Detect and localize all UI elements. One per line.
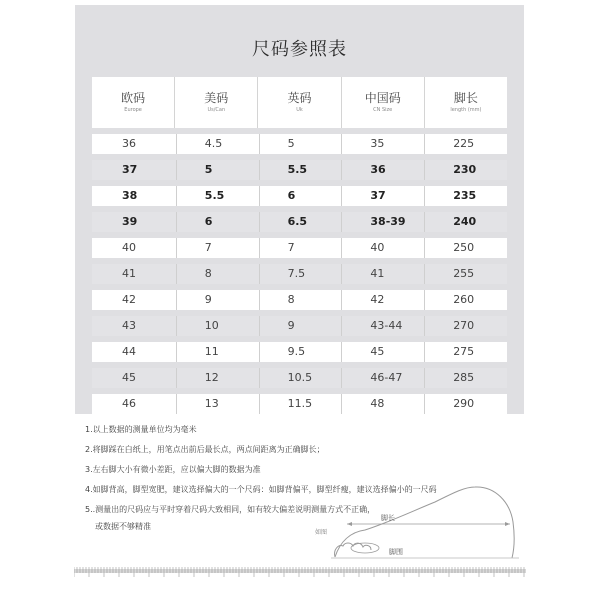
header-uk — [257, 77, 340, 128]
table-cell: 255 — [424, 264, 507, 284]
table-cell: 10 — [176, 316, 259, 336]
header-length-label: 脚长 — [453, 91, 478, 105]
table-cell: 12 — [176, 368, 259, 388]
table-cell: 5.5 — [176, 186, 259, 206]
table-cell: 44 — [122, 345, 136, 358]
table-row — [92, 186, 507, 206]
table-cell: 37 — [341, 186, 424, 206]
table-cell: 42 — [341, 290, 424, 310]
table-cell: 35 — [341, 134, 424, 154]
table-cell: 290 — [424, 394, 507, 414]
table-cell: 260 — [424, 290, 507, 310]
table-cell: 250 — [424, 238, 507, 258]
outline-label: 如图 — [315, 529, 328, 536]
table-cell: 39 — [122, 215, 138, 228]
header-cn-sub: CN Size — [373, 107, 393, 113]
size-chart-panel — [75, 5, 524, 414]
header-uk-label: 英码 — [287, 91, 312, 105]
table-header — [92, 77, 507, 128]
table-row — [92, 238, 507, 258]
table-cell: 6 — [176, 212, 259, 232]
foot-measure-diagram — [305, 462, 525, 567]
size-table — [92, 77, 507, 420]
note-5: 5..测量出的尺码应与平时穿着尺码大致相同，如有较大偏差说明测量方式不正确， — [85, 505, 376, 514]
table-row — [92, 264, 507, 284]
chart-title: 尺码参照表 — [252, 39, 347, 60]
table-cell: 230 — [424, 160, 507, 180]
table-cell: 235 — [424, 186, 507, 206]
header-us-label: 美码 — [204, 91, 229, 105]
table-cell: 40 — [122, 241, 136, 254]
header-us-sub: Us/Can — [207, 107, 226, 113]
table-cell: 45 — [341, 342, 424, 362]
table-cell: 41 — [122, 267, 136, 280]
table-cell: 5.5 — [259, 160, 342, 180]
table-row — [92, 212, 507, 232]
table-cell: 45 — [122, 371, 136, 384]
header-cn-label: 中国码 — [364, 91, 401, 105]
table-cell: 9 — [259, 316, 342, 336]
table-cell: 270 — [424, 316, 507, 336]
note-4: 4.如脚背高，脚型宽肥，建议选择偏大的一个尺码：如脚背偏平，脚型纤瘦，建议选择偏小的一尺码 — [85, 485, 437, 494]
table-row — [92, 342, 507, 362]
header-eu-label: 欧码 — [121, 91, 146, 105]
table-cell: 43-44 — [341, 316, 424, 336]
table-cell: 240 — [424, 212, 507, 232]
table-cell: 11.5 — [259, 394, 342, 414]
foot-outline-icon — [335, 487, 514, 558]
header-length-sub: length (mm) — [450, 107, 482, 113]
table-cell: 4.5 — [176, 134, 259, 154]
table-cell: 36 — [122, 137, 136, 150]
table-cell: 38 — [122, 189, 138, 202]
ruler-strip — [74, 567, 526, 577]
table-cell: 11 — [176, 342, 259, 362]
table-cell: 46-47 — [341, 368, 424, 388]
table-body — [92, 134, 507, 414]
table-cell: 275 — [424, 342, 507, 362]
table-cell: 285 — [424, 368, 507, 388]
header-eu-sub: Europe — [124, 107, 142, 113]
header-cn — [341, 77, 424, 128]
table-cell: 41 — [341, 264, 424, 284]
note-2: 2.将脚踩在白纸上，用笔点出前后最长点，两点间距离为正确脚长； — [85, 445, 325, 454]
table-cell: 6 — [259, 186, 342, 206]
table-row — [92, 368, 507, 388]
table-cell: 46 — [122, 397, 136, 410]
arrow-right-icon — [505, 522, 510, 526]
table-row — [92, 134, 507, 154]
table-cell: 9.5 — [259, 342, 342, 362]
table-cell: 6.5 — [259, 212, 342, 232]
girth-ring-icon — [351, 543, 379, 553]
header-length — [424, 77, 507, 128]
table-cell: 7 — [176, 238, 259, 258]
table-cell: 7 — [259, 238, 342, 258]
table-cell: 36 — [341, 160, 424, 180]
table-cell: 5 — [259, 134, 342, 154]
table-cell: 37 — [122, 163, 138, 176]
header-eu — [92, 77, 174, 128]
table-cell: 225 — [424, 134, 507, 154]
table-row — [92, 290, 507, 310]
table-cell: 8 — [259, 290, 342, 310]
length-label: 脚长 — [381, 514, 395, 522]
table-row — [92, 160, 507, 180]
note-1: 1.以上数据的测量单位均为毫米 — [85, 425, 197, 434]
table-cell: 38-39 — [341, 212, 424, 232]
table-cell: 9 — [176, 290, 259, 310]
table-cell: 40 — [341, 238, 424, 258]
table-cell: 8 — [176, 264, 259, 284]
arrow-left-icon — [347, 522, 352, 526]
table-cell: 13 — [176, 394, 259, 414]
table-cell: 43 — [122, 319, 136, 332]
table-cell: 10.5 — [259, 368, 342, 388]
table-row — [92, 394, 507, 414]
header-us — [174, 77, 257, 128]
table-cell: 48 — [341, 394, 424, 414]
table-cell: 5 — [176, 160, 259, 180]
header-uk-sub: Uk — [296, 107, 303, 113]
table-cell: 7.5 — [259, 264, 342, 284]
table-row — [92, 316, 507, 336]
note-5-cont: 或数据不够精准 — [95, 522, 151, 531]
note-3: 3.左右脚大小有微小差距，应以偏大脚的数据为准 — [85, 465, 261, 474]
girth-label: 脚围 — [389, 548, 403, 556]
table-cell: 42 — [122, 293, 136, 306]
